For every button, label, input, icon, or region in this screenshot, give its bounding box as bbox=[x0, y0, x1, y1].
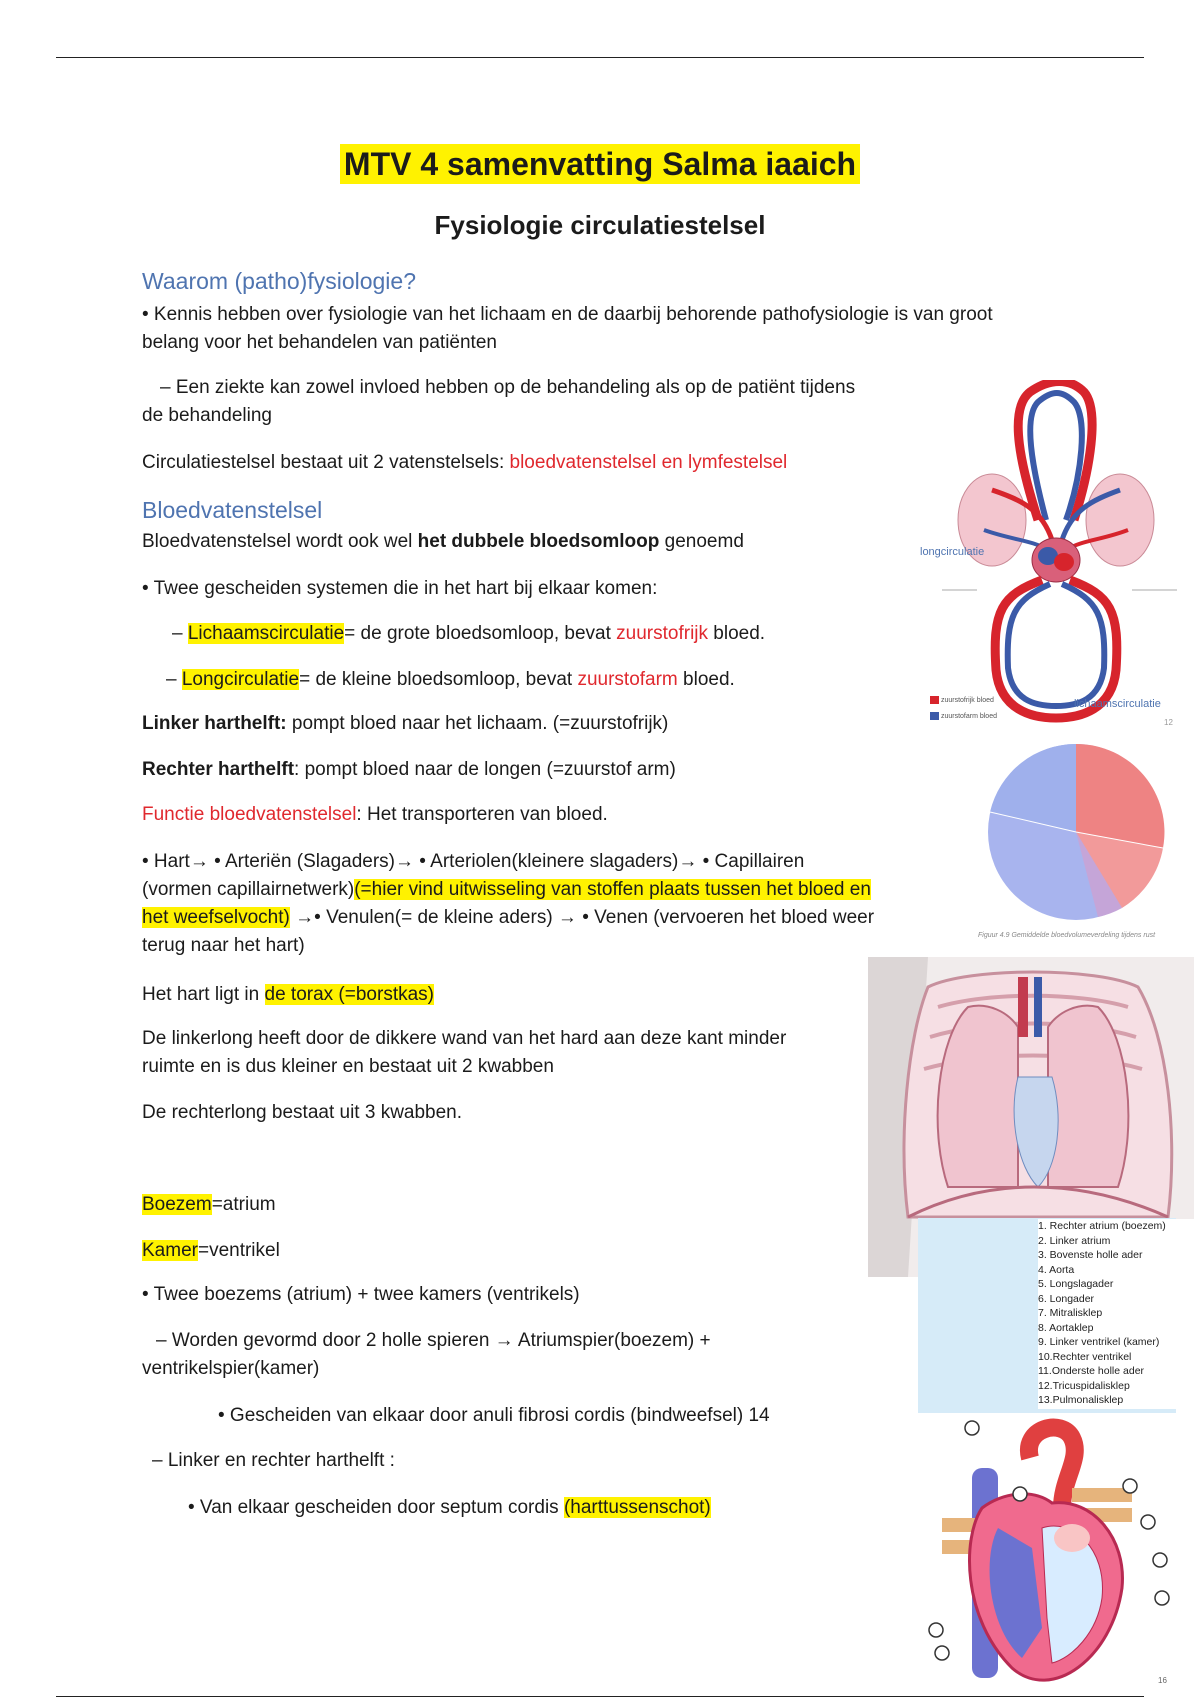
text-line: de behandeling bbox=[142, 405, 272, 426]
legend-swatch-arm bbox=[930, 712, 939, 720]
text-highlight: de torax (=borstkas) bbox=[264, 984, 434, 1005]
text-line: • Kennis hebben over fysiologie van het lichaam en de daarbij behorende pathofysiologie is van groot bbox=[142, 304, 993, 325]
linker-harthelft bbox=[142, 710, 668, 738]
text: =atrium bbox=[211, 1194, 276, 1215]
text-highlight: (=hier vind uitwisseling van stoffen plaats tussen het bloed en bbox=[354, 879, 871, 900]
label-longcirculatie: longcirculatie bbox=[920, 546, 985, 558]
pie-figure bbox=[972, 736, 1182, 948]
legend-arm bbox=[930, 712, 997, 720]
text-highlight: (harttussenschot) bbox=[563, 1497, 711, 1518]
heart-diagram bbox=[922, 1418, 1182, 1698]
text: (vormen capillairnetwerk) bbox=[142, 879, 355, 900]
circulation-figure bbox=[922, 380, 1184, 730]
text: →• Venulen(= de kleine aders) → • Venen (vervoeren het bloed weer bbox=[289, 907, 875, 928]
heart-legend-item: 3. Bovenste holle ader bbox=[1038, 1249, 1143, 1261]
heart-legend-item: 4. Aorta bbox=[1038, 1263, 1075, 1276]
rechterlong-line: De rechterlong bestaat uit 3 kwabben. bbox=[142, 1102, 463, 1123]
heart-legend-item: 8. Aortaklep bbox=[1038, 1321, 1094, 1334]
text: = de grote bloedsomloop, bevat bbox=[344, 623, 617, 644]
text-line bbox=[142, 876, 942, 904]
legend-swatch-rich bbox=[930, 696, 939, 704]
text: : Het transporteren van bloed. bbox=[356, 804, 608, 825]
heart-legend-box bbox=[1038, 1219, 1198, 1409]
label-lichaamscirculatie: lichaamscirculatie bbox=[1074, 698, 1161, 710]
text-line: terug naar het hart) bbox=[142, 935, 305, 956]
heart-legend-item: 12.Tricuspidalisklep bbox=[1038, 1379, 1130, 1392]
text-line: – Worden gevormd door 2 holle spieren → Atriumspier(boezem) + bbox=[156, 1330, 711, 1351]
pie-slice-arteries bbox=[1076, 744, 1164, 848]
text-bold: het dubbele bloedsomloop bbox=[417, 531, 660, 552]
text-line bbox=[142, 904, 942, 932]
heart-legend-item: 2. Linker atrium bbox=[1038, 1234, 1111, 1247]
torax-line bbox=[142, 981, 434, 1009]
heart-legend-item: 6. Longader bbox=[1038, 1292, 1095, 1305]
text-highlight: Longcirculatie bbox=[181, 669, 300, 690]
text: genoemd bbox=[659, 531, 744, 552]
kamer-line bbox=[142, 1237, 280, 1265]
heart-legend-item: 11.Onderste holle ader bbox=[1038, 1365, 1145, 1377]
text-bold: Rechter harthelft bbox=[142, 759, 295, 780]
heart-figure bbox=[922, 1418, 1182, 1698]
page-subtitle: Fysiologie circulatiestelsel bbox=[434, 210, 766, 240]
text-line: – Een ziekte kan zowel invloed hebben op de behandeling als op de patiënt tijdens bbox=[160, 377, 856, 398]
dubbel-line bbox=[142, 528, 744, 556]
text-line: De linkerlong heeft door de dikkere wand van het hard aan deze kant minder bbox=[142, 1028, 787, 1049]
heart-legend-item: 9. Linker ventrikel (kamer) bbox=[1038, 1336, 1160, 1348]
text: bloed. bbox=[708, 623, 766, 644]
right-lung-shape bbox=[1086, 474, 1154, 566]
text: =ventrikel bbox=[197, 1240, 280, 1261]
text-bold: Linker harthelft: bbox=[142, 713, 287, 734]
linker-rechter-line: – Linker en rechter harthelft : bbox=[152, 1450, 395, 1471]
rechter-harthelft bbox=[142, 756, 676, 784]
text: – bbox=[166, 669, 182, 690]
septum-line bbox=[188, 1494, 711, 1522]
heart-legend-item: 13.Pulmonalisklep bbox=[1038, 1394, 1124, 1406]
text-red: Functie bloedvatenstelsel bbox=[142, 804, 357, 825]
linkerlong-paragraph bbox=[142, 1025, 862, 1081]
heart-legend-item: 1. Rechter atrium (boezem) bbox=[1038, 1220, 1166, 1232]
text: pompt bloed naar het lichaam. (=zuurstofrijk) bbox=[286, 713, 669, 734]
text: Bloedvatenstelsel wordt ook wel bbox=[142, 531, 418, 552]
pie-caption: Figuur 4.9 Gemiddelde bloedvolumeverdeling tijdens rust bbox=[978, 932, 1156, 939]
text-line: belang voor het behandelen van patiënten bbox=[142, 332, 497, 353]
dash-ziekte bbox=[142, 374, 922, 430]
text-line: ruimte en is dus kleiner en bestaat uit 2 kwabben bbox=[142, 1056, 554, 1077]
heart-page-number: 16 bbox=[1158, 1676, 1167, 1685]
text-line: ventrikelspier(kamer) bbox=[142, 1358, 320, 1379]
circulatiestelsel-line bbox=[142, 449, 787, 477]
twee-systemen: • Twee gescheiden systemen die in het hart bij elkaar komen: bbox=[142, 578, 658, 599]
title-text: MTV 4 samenvatting Salma iaaich bbox=[340, 144, 860, 184]
text-highlight: het weefselvocht) bbox=[142, 907, 290, 928]
heading-waarom: Waarom (patho)fysiologie? bbox=[142, 268, 416, 294]
text: = de kleine bloedsomloop, bevat bbox=[299, 669, 578, 690]
blood-volume-pie bbox=[972, 736, 1182, 936]
gescheiden-line: • Gescheiden van elkaar door anuli fibrosi cordis (bindweefsel) 14 bbox=[218, 1405, 770, 1426]
boezem-line bbox=[142, 1191, 276, 1219]
figure-page-number: 12 bbox=[1164, 718, 1173, 727]
text: bloed. bbox=[677, 669, 735, 690]
heart-legend-list bbox=[1038, 1219, 1198, 1408]
legend-rich bbox=[930, 696, 994, 704]
top-rule bbox=[56, 57, 1144, 58]
text-highlight: Lichaamscirculatie bbox=[187, 623, 345, 644]
text-highlight: Boezem bbox=[142, 1194, 212, 1215]
heart-legend-item: 7. Mitralisklep bbox=[1038, 1307, 1103, 1319]
gevormd-paragraph bbox=[142, 1327, 902, 1383]
functie-line bbox=[142, 801, 608, 829]
text: – bbox=[172, 623, 188, 644]
bullet-kennis bbox=[142, 301, 1082, 357]
text-red: zuurstofrijk bbox=[616, 623, 709, 644]
text: : pompt bloed naar de longen (=zuurstof arm) bbox=[294, 759, 676, 780]
flow-paragraph bbox=[142, 848, 942, 960]
text: Circulatiestelsel bestaat uit 2 vatenstelsels: bbox=[142, 452, 510, 473]
text-red: zuurstofarm bbox=[577, 669, 678, 690]
text-highlight: Kamer bbox=[142, 1240, 198, 1261]
legend-label: zuurstofarm bloed bbox=[940, 712, 997, 720]
longcirculatie-line bbox=[166, 666, 735, 694]
lichaamscirculatie-line bbox=[172, 620, 765, 648]
twee-boezems: • Twee boezems (atrium) + twee kamers (ventrikels) bbox=[142, 1284, 580, 1305]
text: • Van elkaar gescheiden door septum cordis bbox=[188, 1497, 564, 1518]
heart-legend-item: 10.Rechter ventrikel bbox=[1038, 1350, 1132, 1363]
heart-legend-item: 5. Longslagader bbox=[1038, 1278, 1114, 1290]
text: Het hart ligt in bbox=[142, 984, 265, 1005]
text-red: bloedvatenstelsel en lymfestelsel bbox=[509, 452, 788, 473]
heading-bloedvatenstelsel: Bloedvatenstelsel bbox=[142, 497, 323, 523]
text-line: • Hart→ • Arteriën (Slagaders)→ • Arteriolen(kleinere slagaders)→ • Capillairen bbox=[142, 851, 805, 872]
page-title bbox=[0, 146, 1200, 183]
legend-label: zuurstofrijk bloed bbox=[940, 696, 994, 704]
